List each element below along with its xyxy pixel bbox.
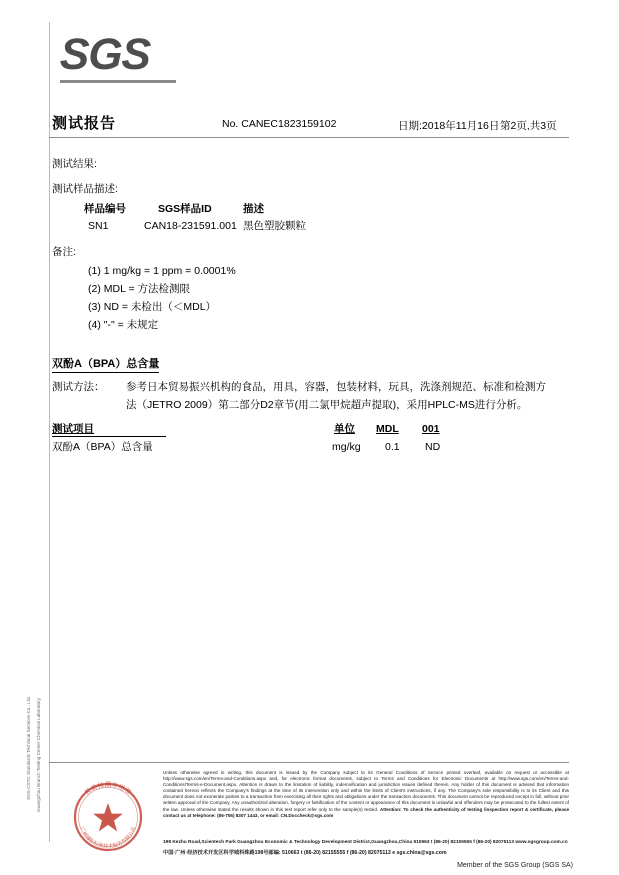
results-table-cell-mdl: 0.1 [385,441,400,453]
sample-table-col-1: SGS样品ID [158,203,212,215]
results-table-col-001: 001 [422,423,440,435]
results-table-col-unit: 单位 [334,423,355,435]
results-table-col-item: 测试项目 [52,423,94,435]
sgs-logo-text: SGS [59,30,151,79]
sample-desc-label: 测试样品描述: [52,183,118,195]
page-number: 第2页,共3页 [500,120,557,132]
method-line-1: 参考日本贸易振兴机构的食品，用具，容器，包装材料，玩具，洗涤剂规范、标准和检测方 [126,381,546,393]
method-label: 测试方法： [52,381,105,393]
footer-divider [49,762,569,763]
sample-table-col-2: 描述 [243,203,264,215]
sample-table-cell-0-2: 黑色塑胶颗粒 [243,220,306,232]
footer-address-en: 198 Kezhu Road,Scientech Park Guangzhou Economic & Technology Development District,Guangzhou,China 510663 t (86-20) 82155555 f (86-20) 82075113 www.sgsgroup.com.cn [163,840,568,845]
company-seal-stamp [66,775,150,859]
notes-label: 备注: [52,246,76,258]
sample-table-cell-0-1: CAN18-231591.001 [144,220,237,232]
svg-text:检验检测专用章: 检验检测专用章 [83,781,133,797]
footer-legal-attention: Attention: To check the authenticity of testing /inspection report & certificate, please contact us at telephone: (86-755) 8307 1443, or email: CN.Doccheck@sgs.com [163,806,570,818]
sgs-logo [60,32,180,83]
page-title: 测试报告 [52,115,117,132]
note-item-1: (1) 1 mg/kg = 1 ppm = 0.0001% [88,265,236,277]
results-table-cell-unit: mg/kg [332,441,361,453]
method-line-2: 法（JETRO 2009）第二部分D2章节(用二氯甲烷超声提取)，采用HPLC-MS进行分析。 [126,399,528,411]
note-item-4: (4) "-" = 未规定 [88,319,159,331]
section-heading-bpa: 双酚A（BPA）总含量 [52,355,159,373]
report-date: 日期:2018年11月16日 [398,120,500,132]
results-table-rule-item [52,436,166,437]
lab-name-vertical-1: SGS-CSTC Standards Technical Services Co., Ltd. [26,696,31,800]
sgs-logo-underline [60,80,176,83]
footer-legal-body: Unless otherwise agreed in writing, this document is issued by the Company subject to its General Conditions of Service printed overleaf, available on request or accessible at http://www.sgs.com/en/Terms-and-Conditions.aspx and, for electronic format documents, subject to Terms and Conditions for Electronic Documents at http://www.sgs.com/en/Terms-and-Conditions/Terms-e-Document.aspx. Attention is drawn to the limitation of liability, indemnification and jurisdiction issues defined therein. Any holder of this document is advised that information contained hereon reflects the Company's findings at the time of its intervention only and within the limits of Client's instructions, if any. The Company's sole responsibility is to its Client and this document does not exonerate parties to a transaction from exercising all their rights and obligations under the transaction documents. This document cannot be reproduced except in full, without prior written approval of the Company. Any unauthorized alteration, forgery or falsification of the content or appearance of this document is unlawful and offenders may be prosecuted to the fullest extent of the law. Unless otherwise stated the results shown in this test report refer only to the sample(s) tested. [163,770,569,812]
footer-address-cn-main: 中国·广州·经济技术开发区科学城科珠路198号 [163,850,269,856]
note-item-2: (2) MDL = 方法检测限 [88,283,190,295]
note-item-3: (3) ND = 未检出（＜MDL） [88,301,217,313]
results-table-col-mdl: MDL [376,423,399,435]
footer-legal-text [163,770,569,819]
results-label: 测试结果: [52,158,97,170]
header-divider [49,137,569,138]
member-line: Member of the SGS Group (SGS SA) [457,862,573,869]
lab-name-vertical-2: Guangzhou Branch Testing Center Chemical Laboratory [36,697,41,812]
footer-address-cn [163,850,569,857]
sample-table-col-0: 样品编号 [84,203,126,215]
report-number: No. CANEC1823159102 [222,118,337,130]
footer-address-cn-tail: 邮编: 510663 t (86-20) 82155555 f (86-20) 82075113 e sgs.china@sgs.com [268,850,447,856]
svg-text:广州通标标准技术服务有限公司: 广州通标标准技术服务有限公司 [78,826,138,851]
page-left-rule [49,22,50,842]
sample-table-cell-0-0: SN1 [88,220,109,232]
results-table-cell-001: ND [425,441,441,453]
results-table-cell-item: 双酚A（BPA）总含量 [52,441,153,453]
